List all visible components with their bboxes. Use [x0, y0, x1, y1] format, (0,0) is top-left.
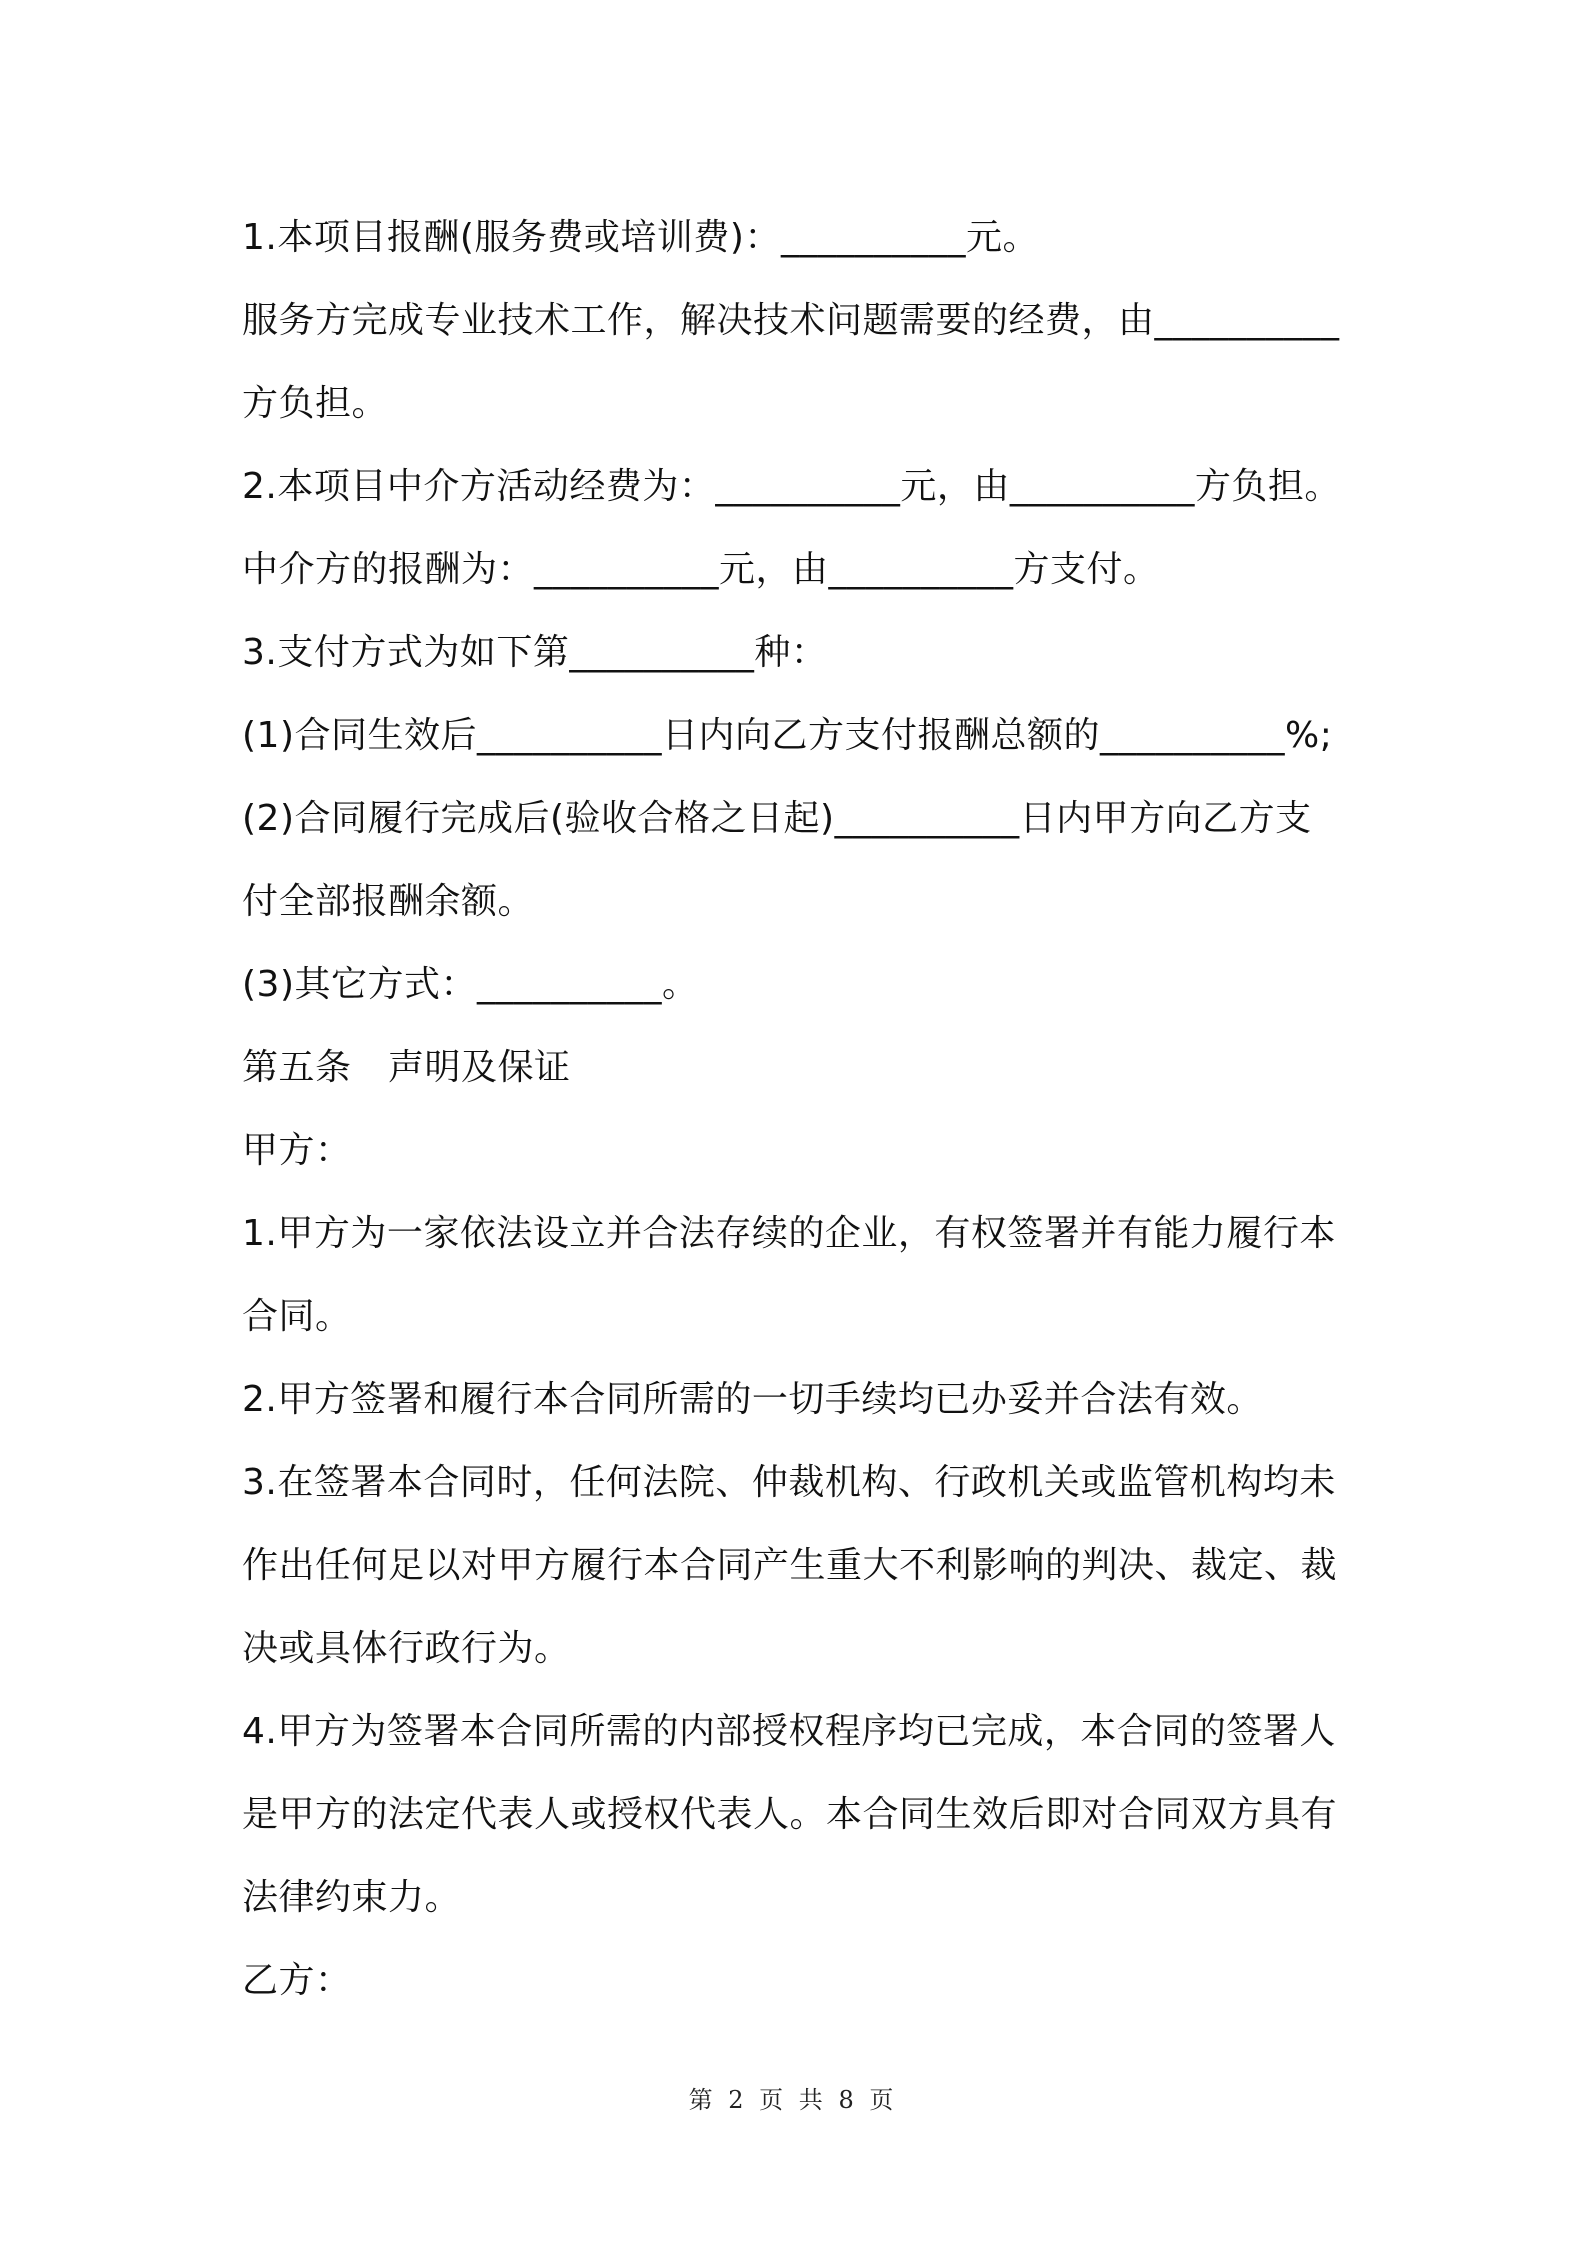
- section-heading: 第五条 声明及保证: [242, 1047, 571, 1088]
- text-line: (3)其它方式：__________。: [242, 964, 699, 1005]
- text-line: 2.本项目中介方活动经费为：__________元，由__________方负担。: [242, 466, 1341, 507]
- text-line: 4.甲方为签署本合同所需的内部授权程序均已完成，本合同的签署人: [242, 1711, 1336, 1752]
- text-line: 是甲方的法定代表人或授权代表人。本合同生效后即对合同双方具有: [242, 1794, 1338, 1835]
- text-line: 付全部报酬余额。: [242, 881, 535, 922]
- party-heading: 甲方：: [242, 1130, 352, 1171]
- text-line: (1)合同生效后__________日内向乙方支付报酬总额的__________%;: [242, 715, 1333, 756]
- text-line: (2)合同履行完成后(验收合格之日起)__________日内甲方向乙方支: [242, 798, 1312, 839]
- text-line: 3.支付方式为如下第__________种：: [242, 632, 828, 673]
- page-number-footer: 第 2 页 共 8 页: [688, 2086, 898, 2114]
- text-line: 决或具体行政行为。: [242, 1628, 571, 1669]
- text-line: 2.甲方签署和履行本合同所需的一切手续均已办妥并合法有效。: [242, 1379, 1263, 1420]
- text-line: 方负担。: [242, 383, 389, 424]
- text-line: 1.甲方为一家依法设立并合法存续的企业，有权签署并有能力履行本: [242, 1213, 1336, 1254]
- text-line: 1.本项目报酬(服务费或培训费)：__________元。: [242, 217, 1039, 258]
- text-line: 服务方完成专业技术工作，解决技术问题需要的经费，由__________: [242, 300, 1340, 341]
- party-heading: 乙方：: [242, 1960, 352, 2001]
- text-line: 3.在签署本合同时，任何法院、仲裁机构、行政机关或监管机构均未: [242, 1462, 1336, 1503]
- text-line: 合同。: [242, 1296, 352, 1337]
- document-body: [242, 196, 1352, 2022]
- text-line: 作出任何足以对甲方履行本合同产生重大不利影响的判决、裁定、裁: [242, 1545, 1338, 1586]
- text-line: 中介方的报酬为：__________元，由__________方支付。: [242, 549, 1160, 590]
- text-line: 法律约束力。: [242, 1877, 462, 1918]
